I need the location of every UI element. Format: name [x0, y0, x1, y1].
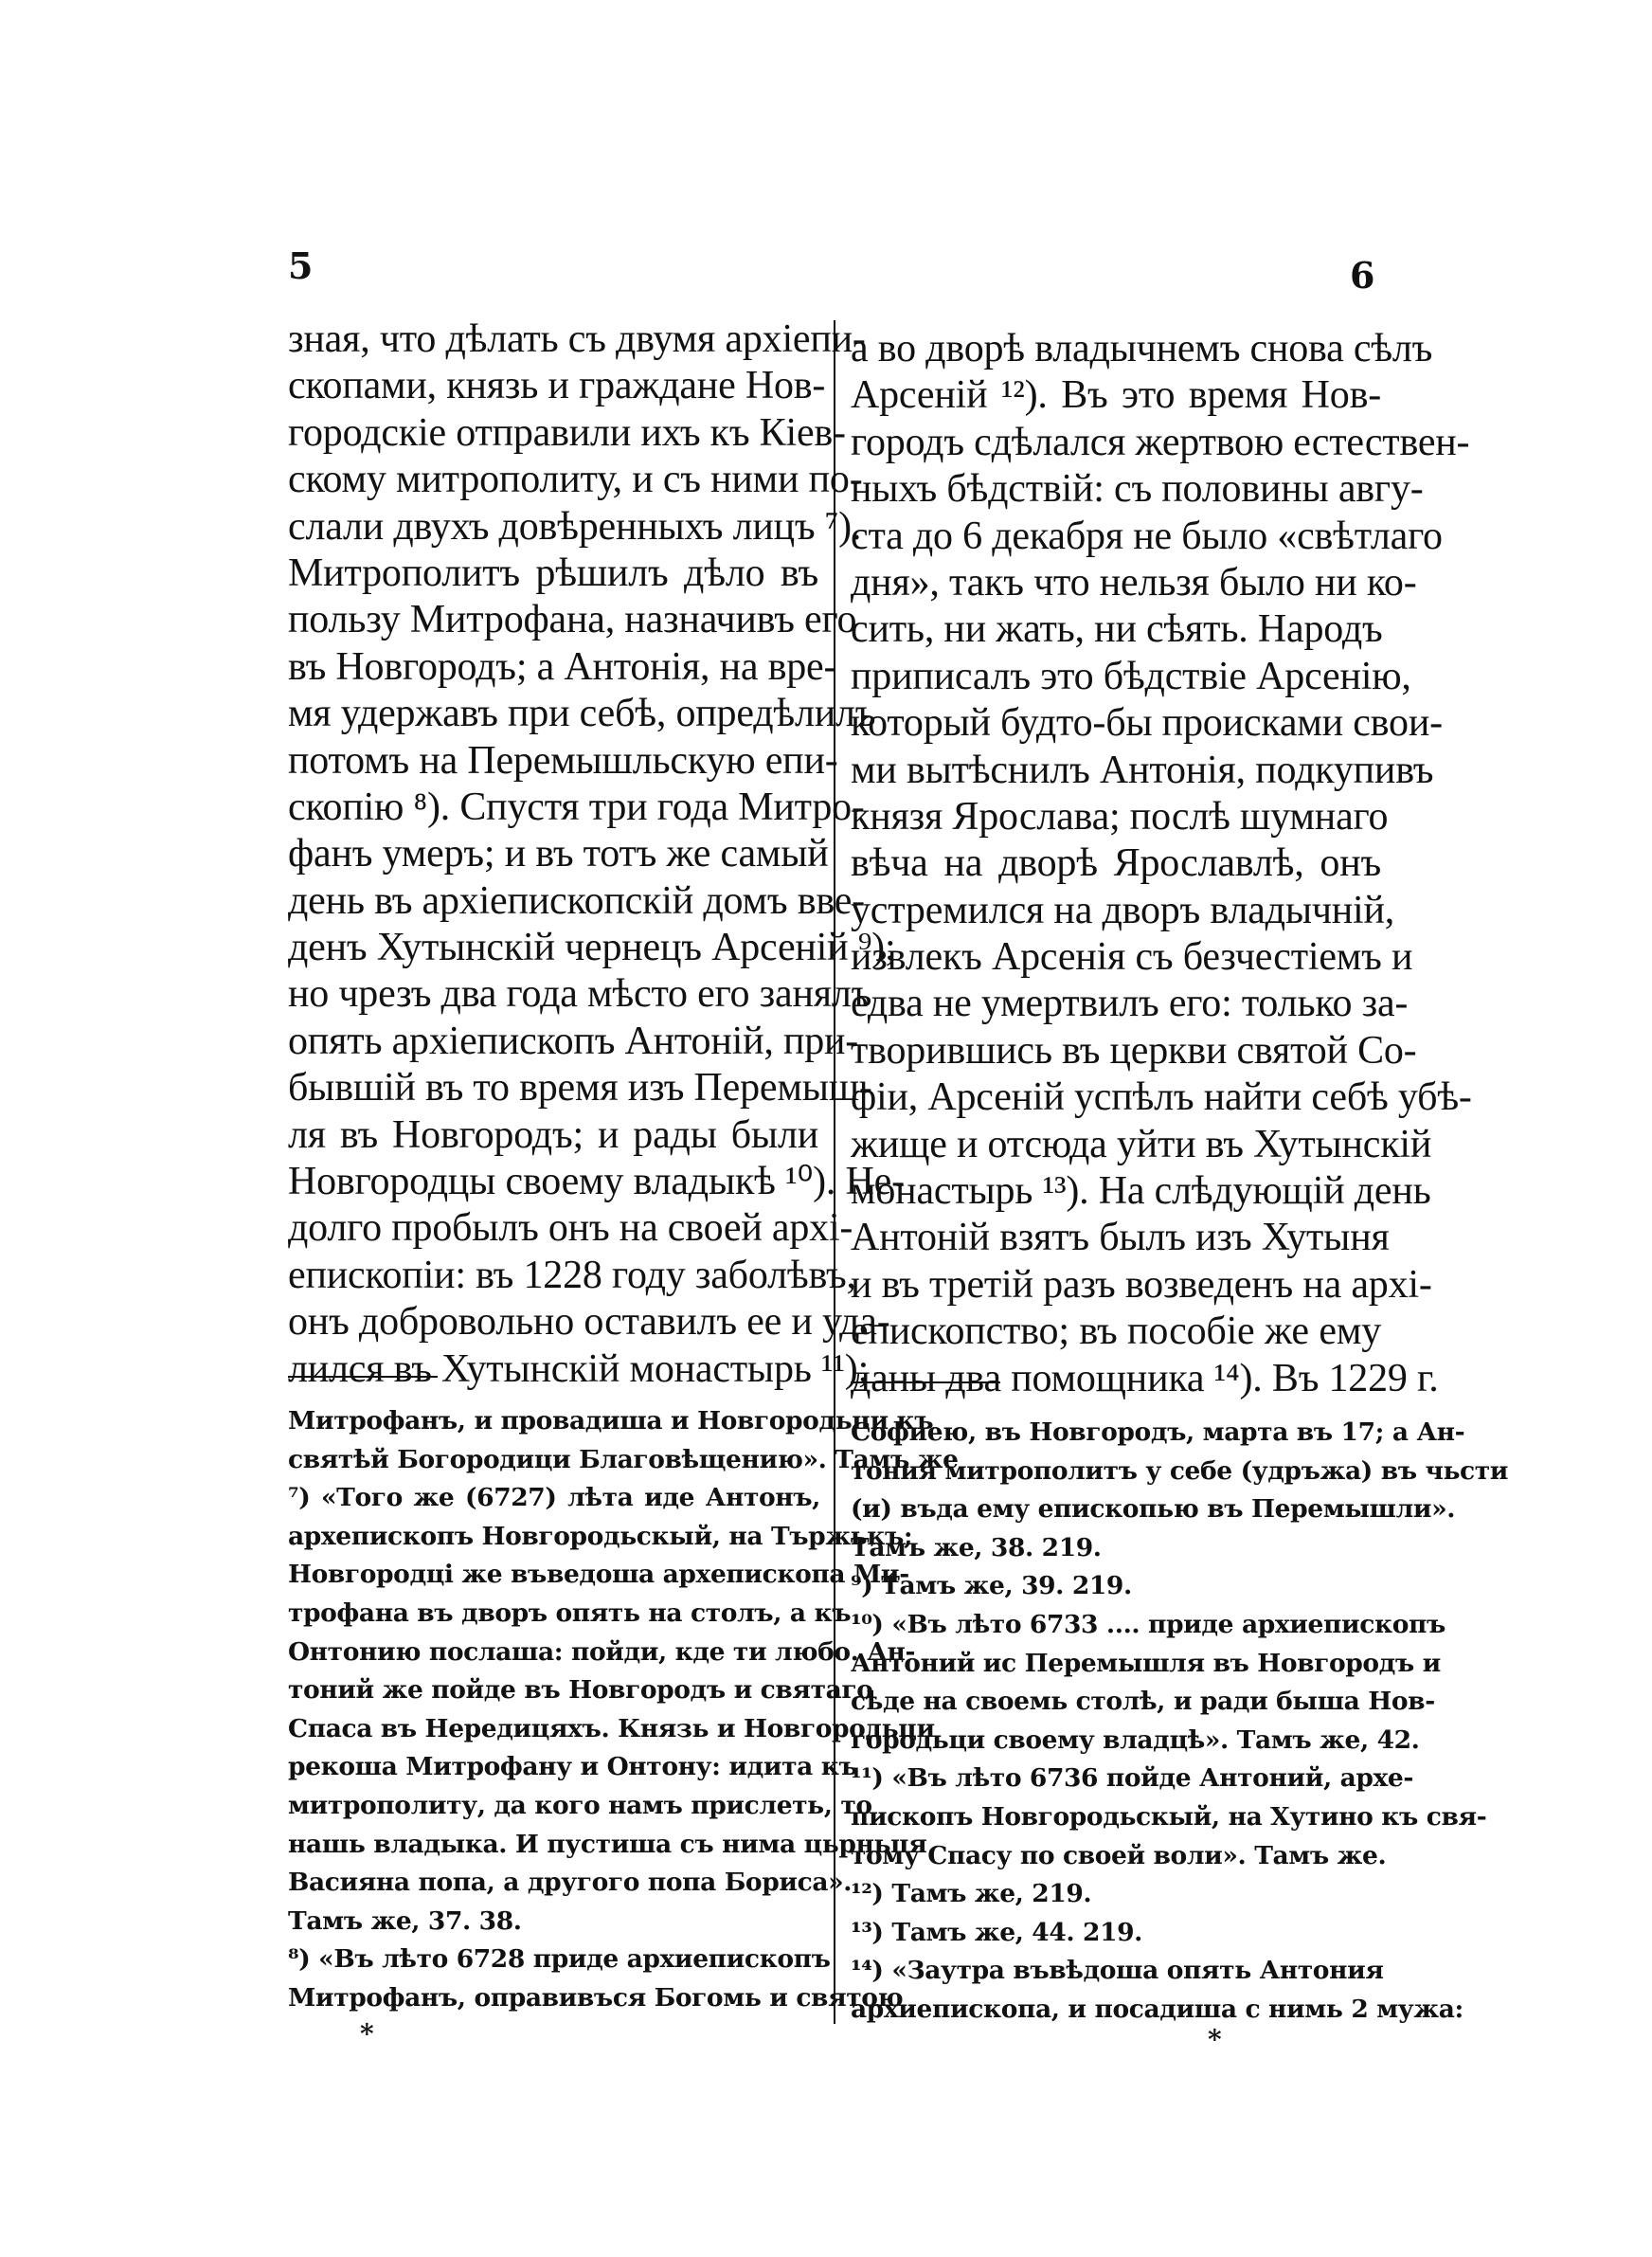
text-line: ¹⁰) «Въ лѣто 6733 .... приде архиепископъ: [851, 1609, 1446, 1639]
text-line: Митрофанъ, и провадиша и Новгородьци къ: [288, 1406, 934, 1435]
footnote-rule-right: [851, 1381, 1000, 1383]
text-line: Арсеній ¹²). Въ это время Нов-: [851, 373, 1381, 418]
text-line: Митрополитъ рѣшилъ дѣло въ: [288, 551, 818, 595]
text-line: Новгородцы своему владыкѣ ¹⁰). Не-: [288, 1160, 905, 1204]
text-line: Антоній взятъ былъ изъ Хутыня: [851, 1216, 1390, 1260]
text-line: епископство; въ пособіе же ему: [851, 1309, 1381, 1354]
text-line: Софиею, въ Новгородъ, марта въ 17; а Ан-: [851, 1417, 1465, 1447]
text-line: но чрезъ два года мѣсто его занялъ: [288, 972, 872, 1017]
text-line: приписалъ это бѣдствіе Арсенію,: [851, 654, 1411, 698]
text-line: опять архіепископъ Антоній, при-: [288, 1019, 859, 1063]
left-column-text: [288, 316, 905, 1393]
text-line: извлекъ Арсенія съ безчестіемъ и: [851, 935, 1413, 980]
right-column-text: [851, 326, 1472, 1402]
text-line: нашь владыка. И пустиша съ нима цьрньця: [288, 1829, 927, 1859]
text-line: денъ Хутынскій чернецъ Арсеній ⁹);: [288, 926, 896, 970]
text-line: ми вытѣснилъ Антонія, подкупивъ: [851, 748, 1434, 792]
text-line: лился въ Хутынскій монастырь ¹¹);: [288, 1346, 870, 1391]
text-line: сѣде на своемь столѣ, и ради быша Нов-: [851, 1687, 1435, 1717]
footnote-rule-left: [288, 1376, 438, 1378]
text-line: ля въ Новгородъ; и рады были: [288, 1112, 818, 1157]
text-line: вѣча на дворѣ Ярославлѣ, онъ: [851, 841, 1381, 886]
text-line: городьци своему владцѣ». Тамъ же, 42.: [851, 1724, 1420, 1755]
text-line: жище и отсюда уйти въ Хутынскій: [851, 1122, 1432, 1166]
text-line: святѣй Богородици Благовѣщению». Тамъ же: [288, 1444, 959, 1474]
text-line: Онтонию послаша: пойди, кде ти любо. Ан-: [288, 1636, 916, 1667]
text-line: ¹³) Тамъ же, 44. 219.: [851, 1917, 1142, 1947]
text-line: митрополиту, да кого намъ прислеть, то: [288, 1790, 872, 1820]
text-line: устремился на дворъ владычній,: [851, 888, 1395, 932]
text-line: скопами, князь и граждане Нов-: [288, 364, 826, 408]
text-line: даны два помощника ¹⁴). Въ 1229 г.: [851, 1356, 1439, 1400]
left-footnotes: [288, 1402, 959, 2018]
text-line: мя удержавъ при себѣ, опредѣлилъ: [288, 692, 876, 736]
text-line: творившись въ церкви святой Со-: [851, 1028, 1417, 1073]
text-line: князя Ярослава; послѣ шумнаго: [851, 794, 1389, 839]
text-line: скому митрополиту, и съ ними по-: [288, 458, 863, 502]
text-line: слали двухъ довѣренныхъ лицъ ⁷).: [288, 504, 862, 549]
text-line: скопію ⁸). Спустя три года Митро-: [288, 785, 865, 829]
text-line: ста до 6 декабря не было «свѣтлаго: [851, 514, 1443, 558]
text-line: Васияна попа, а другого попа Бориса».: [288, 1868, 853, 1898]
text-line: фанъ умеръ; и въ тотъ же самый: [288, 832, 829, 876]
text-line: ¹¹) «Въ лѣто 6736 пойде Антоний, архе-: [851, 1763, 1413, 1794]
text-line: Тамъ же, 38. 219.: [851, 1532, 1102, 1562]
text-line: Спаса въ Нередицяхъ. Князь и Новгородьци: [288, 1713, 935, 1743]
text-line: бывшій въ то время изъ Перемыш-: [288, 1066, 872, 1110]
text-line: ¹²) Тамъ же, 219.: [851, 1879, 1092, 1909]
text-line: ⁷) «Того же (6727) лѣта иде Антонъ,: [288, 1483, 820, 1513]
text-line: а во дворѣ владычнемъ снова сѣлъ: [851, 327, 1433, 370]
page-number-left: 5: [288, 244, 314, 287]
text-line: тония митрополитъ у себе (удръжа) въ чьсти: [851, 1455, 1509, 1486]
text-line: Антоний ис Перемышля въ Новгородъ и: [851, 1648, 1441, 1678]
text-line: Тамъ же, 37. 38.: [288, 1905, 522, 1936]
text-line: (и) въда ему епископью въ Перемышли».: [851, 1494, 1456, 1525]
text-line: день въ архіепископскій домъ вве-: [288, 878, 865, 923]
text-line: въ Новгородъ; а Антонія, на вре-: [288, 644, 837, 689]
text-line: ныхъ бѣдствій: съ половины авгу-: [851, 467, 1424, 512]
text-line: тоний же пойде въ Новгородъ и святаго: [288, 1675, 873, 1706]
text-line: архиепископа, и посадиша с нимь 2 мужа:: [851, 1994, 1463, 2024]
text-line: городскіе отправили ихъ къ Кіев-: [288, 410, 846, 455]
text-line: рекоша Митрофану и Онтону: идита къ: [288, 1752, 858, 1782]
text-line: сить, ни жать, ни сѣять. Народъ: [851, 607, 1383, 652]
signature-mark-right: *: [1208, 2024, 1222, 2055]
text-line: долго пробылъ онъ на своей архі-: [288, 1206, 853, 1251]
text-line: городъ сдѣлался жертвою естествен-: [851, 420, 1470, 464]
text-line: потомъ на Перемышльскую епи-: [288, 738, 838, 783]
text-line: ¹⁴) «Заутра въвѣдоша опять Антония: [851, 1956, 1384, 1986]
text-line: ⁹) Тамъ же, 39. 219.: [851, 1571, 1132, 1601]
text-line: ⁸) «Въ лѣто 6728 приде архиепископъ: [288, 1944, 831, 1975]
text-line: который будто-бы происками свои-: [851, 701, 1443, 746]
page-number-right: 6: [1350, 254, 1375, 297]
signature-mark-left: *: [360, 2018, 374, 2049]
text-line: трофана въ дворъ опять на столъ, а къ: [288, 1598, 852, 1628]
text-line: онъ добровольно оставилъ ее и уда-: [288, 1300, 890, 1345]
text-line: Новгородці же въведоша архепископа Ми-: [288, 1560, 909, 1590]
text-line: архепископъ Новгородьскый, на Тържькъ;: [288, 1521, 913, 1551]
text-line: епископіи: въ 1228 году заболѣвъ,: [288, 1253, 856, 1297]
text-line: монастырь ¹³). На слѣдующій день: [851, 1169, 1431, 1214]
text-line: Митрофанъ, оправивъся Богомь и святою: [288, 1982, 904, 2013]
text-line: пископъ Новгородьскый, на Хутино къ свя-: [851, 1801, 1487, 1832]
text-line: зная, что дѣлать съ двумя архіепи-: [288, 317, 866, 361]
text-line: пользу Митрофана, назначивъ его: [288, 598, 857, 642]
text-line: и въ третій разъ возведенъ на архі-: [851, 1262, 1432, 1307]
text-line: едва не умертвилъ его: только за-: [851, 982, 1409, 1026]
text-line: фіи, Арсеній успѣлъ найти себѣ убѣ-: [851, 1075, 1472, 1120]
text-line: тому Спасу по своей воли». Тамъ же.: [851, 1840, 1387, 1870]
right-footnotes: [851, 1414, 1509, 2030]
text-line: дня», такъ что нельзя было ни ко-: [851, 560, 1417, 605]
